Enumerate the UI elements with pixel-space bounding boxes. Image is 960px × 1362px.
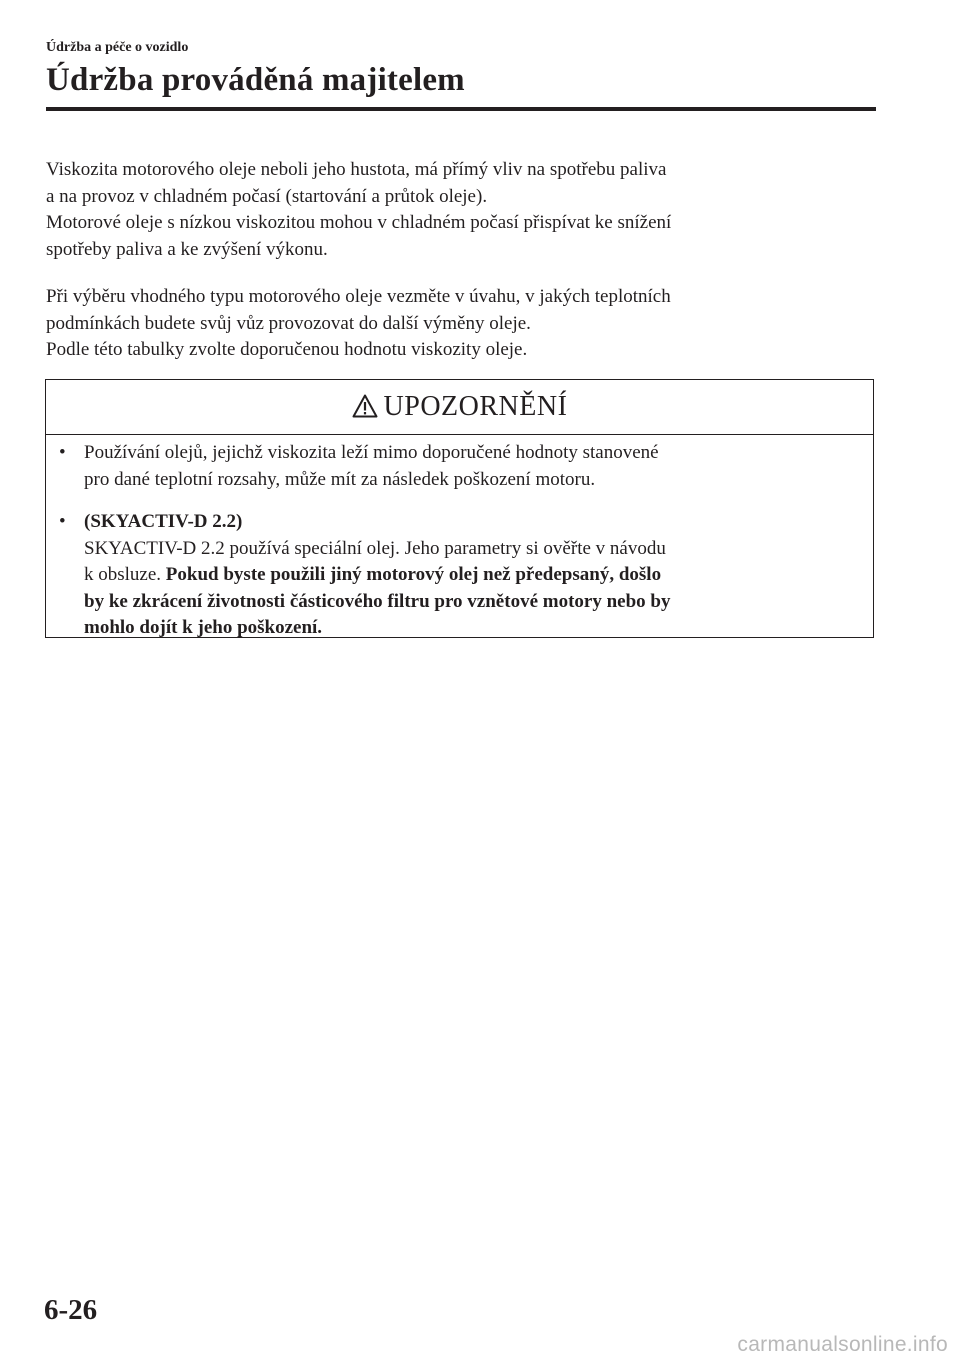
text-line: podmínkách budete svůj vůz provozovat do další výměny oleje. — [46, 312, 531, 334]
text-line: Motorové oleje s nízkou viskozitou mohou v chladném počasí přispívat ke snížení — [46, 212, 672, 233]
bullet: • — [59, 442, 66, 463]
text-line: Podle této tabulky zvolte doporučenou hodnotu viskozity oleje. — [46, 339, 528, 360]
warning-emphasis: by ke zkrácení životnosti částicového filtru pro vznětové motory nebo by — [84, 590, 671, 612]
paragraph-viscosity — [46, 157, 846, 263]
text-line: pro dané teplotní rozsahy, může mít za následek poškození motoru. — [84, 468, 596, 490]
warning-emphasis: Pokud byste použili jiný motorový olej než předepsaný, došlo — [165, 564, 662, 585]
text-line: Při výběru vhodného typu motorového oleje vezměte v úvahu, v jakých teplotních — [46, 286, 671, 307]
text-line: k obsluze. — [84, 564, 166, 585]
caution-item-heading: (SKYACTIV-D 2.2) — [84, 511, 243, 532]
bullet: • — [59, 511, 66, 532]
paragraph-selection — [46, 284, 846, 364]
text-line: Viskozita motorového oleje neboli jeho hustota, má přímý vliv na spotřebu paliva — [46, 159, 667, 180]
warning-emphasis: mohlo dojít k jeho poškození. — [84, 617, 323, 638]
section-label: Údržba a péče o vozidlo — [46, 40, 189, 55]
text-line: SKYACTIV-D 2.2 používá speciální olej. Jeho parametry si ověřte v návodu — [84, 537, 666, 559]
text-line: a na provoz v chladném počasí (startování a průtok oleje). — [46, 185, 488, 207]
warning-triangle-icon — [352, 394, 378, 418]
caution-item-skyactiv — [46, 509, 844, 642]
caution-item-viscosity — [46, 440, 844, 493]
caution-box — [45, 379, 874, 638]
caution-title: UPOZORNĚNÍ — [383, 391, 568, 422]
title-rule — [46, 107, 876, 111]
caution-header — [46, 380, 873, 435]
text-line: spotřeby paliva a ke zvýšení výkonu. — [46, 238, 328, 260]
watermark: carmanualsonline.info — [737, 1333, 948, 1356]
text-line: Používání olejů, jejichž viskozita leží mimo doporučené hodnoty stanovené — [84, 442, 659, 463]
page-number: 6-26 — [44, 1294, 98, 1326]
page-title: Údržba prováděná majitelem — [46, 62, 465, 98]
caution-list — [46, 440, 873, 642]
